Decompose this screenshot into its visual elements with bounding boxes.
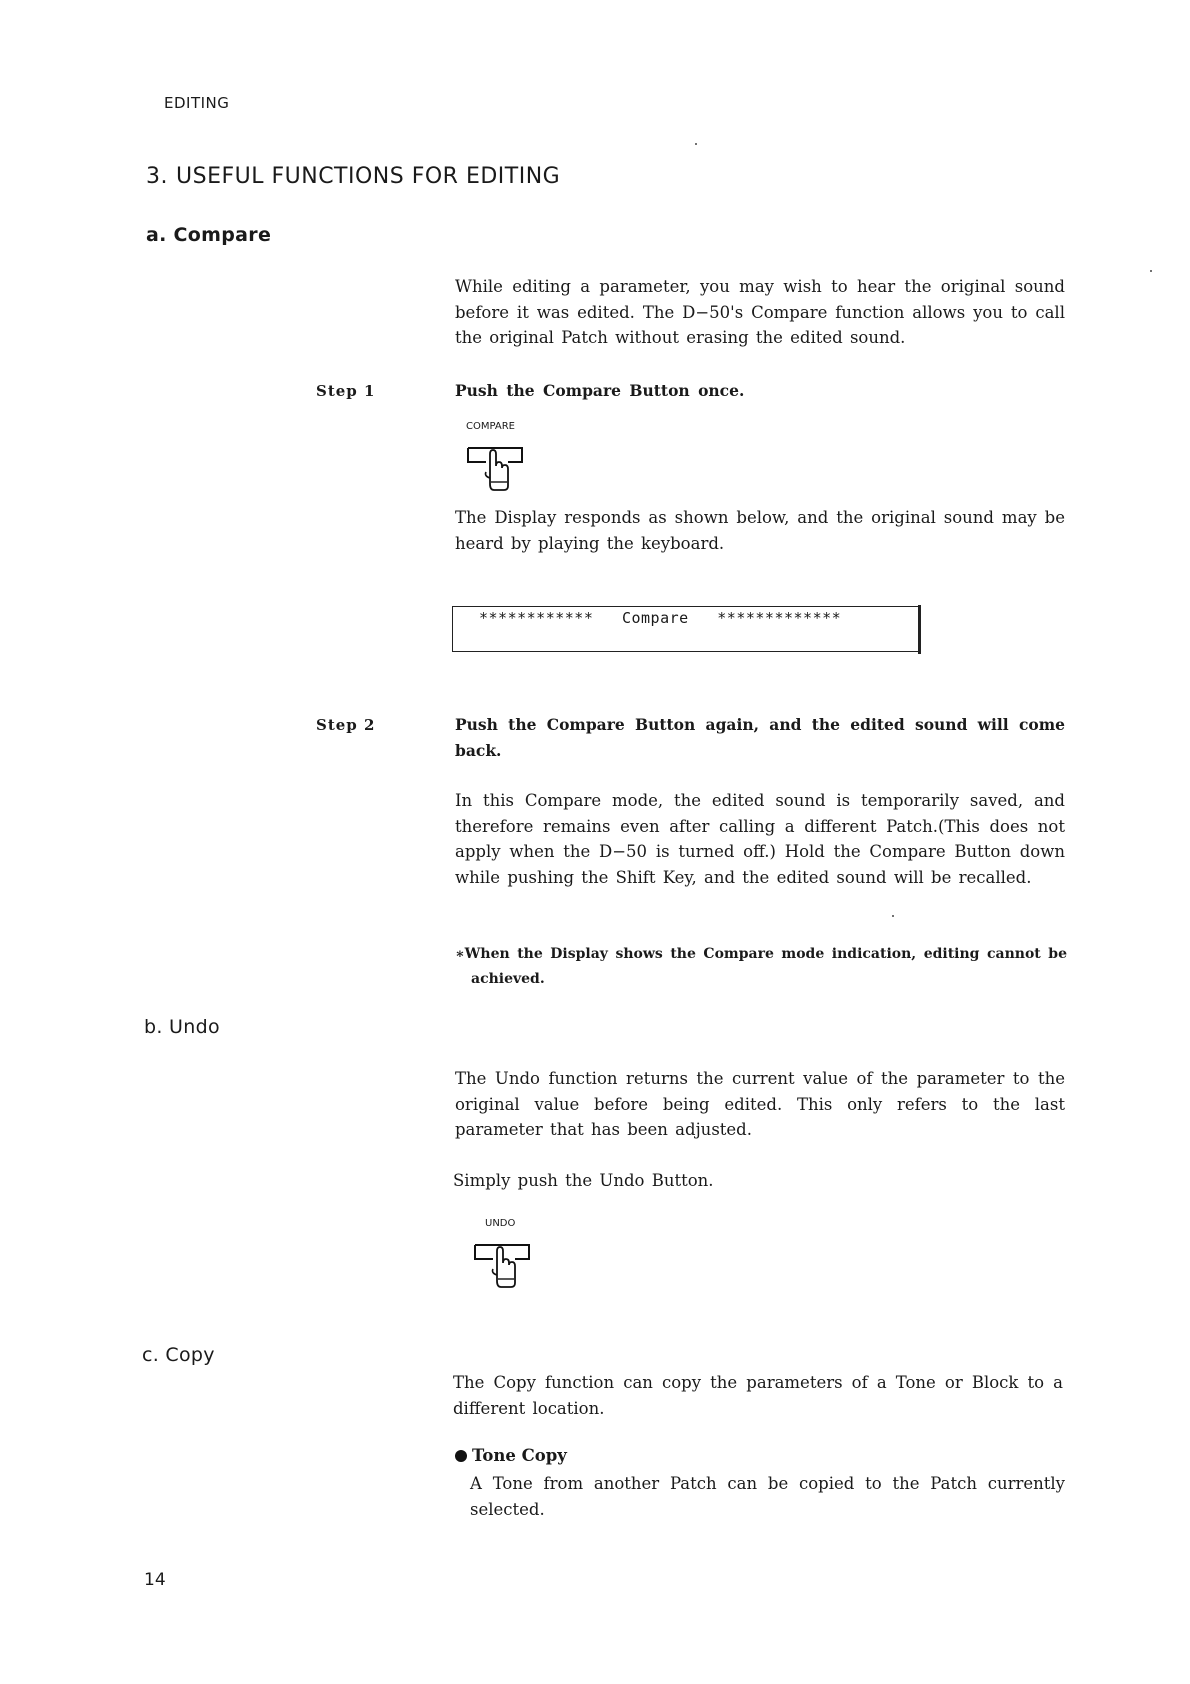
step-1-instruction: Push the Compare Button once. — [455, 381, 745, 400]
step-1-result: The Display responds as shown below, and the original sound may be heard by playing the keyboard. — [455, 508, 1065, 553]
step-2-instruction: Push the Compare Button again, and the edited sound will come back. — [455, 715, 1065, 760]
finger-press-icon — [466, 432, 536, 494]
lcd-display — [452, 606, 920, 652]
scan-speck — [1150, 270, 1152, 272]
step-2-label: Step 2 — [316, 716, 376, 734]
finger-press-icon — [473, 1229, 543, 1291]
running-head: EDITING — [164, 94, 230, 112]
tone-copy-title: Tone Copy — [472, 1446, 567, 1465]
step-2-detail: In this Compare mode, the edited sound is temporarily saved, and therefore remains even after calling a different Patch.(This does not apply when the D−50 is turned off.) Hold the Compare Button down while pushing the Shift Key, and the edited sound will be recalled. — [455, 791, 1065, 887]
undo-description: The Undo function returns the current value of the parameter to the original value before being edited. This only refers to the last parameter that has been adjusted. — [455, 1069, 1065, 1139]
chapter-title — [146, 164, 560, 189]
chapter-number: 3. — [146, 164, 168, 189]
section-heading-undo: b. Undo — [144, 1016, 220, 1038]
page-number: 14 — [144, 1570, 166, 1590]
tone-copy-text: A Tone from another Patch can be copied to the Patch currently selected. — [470, 1474, 1065, 1519]
compare-intro: While editing a parameter, you may wish to hear the original sound before it was edited. The D−50's Compare function allows you to call the original Patch without erasing the edited sound. — [455, 277, 1065, 347]
scan-speck — [892, 915, 894, 917]
section-heading-copy: c. Copy — [142, 1344, 215, 1366]
copy-description: The Copy function can copy the parameters of a Tone or Block to a different location. — [453, 1373, 1063, 1418]
scan-speck — [695, 143, 697, 145]
compare-button[interactable] — [466, 421, 546, 498]
section-heading-compare: a. Compare — [146, 224, 272, 246]
undo-instruction: Simply push the Undo Button. — [453, 1171, 714, 1190]
step-1-label: Step 1 — [316, 382, 376, 400]
lcd-display-text: ************ Compare ************* — [479, 609, 842, 627]
compare-button-label: COMPARE — [466, 421, 515, 432]
compare-note: ∗When the Display shows the Compare mode indication, editing cannot be achieved. — [455, 946, 1067, 987]
tone-copy-heading — [455, 1446, 567, 1465]
undo-button[interactable] — [473, 1218, 553, 1295]
bullet-icon — [455, 1450, 467, 1462]
undo-button-label: UNDO — [485, 1218, 516, 1229]
chapter-title-text: USEFUL FUNCTIONS FOR EDITING — [176, 164, 561, 189]
